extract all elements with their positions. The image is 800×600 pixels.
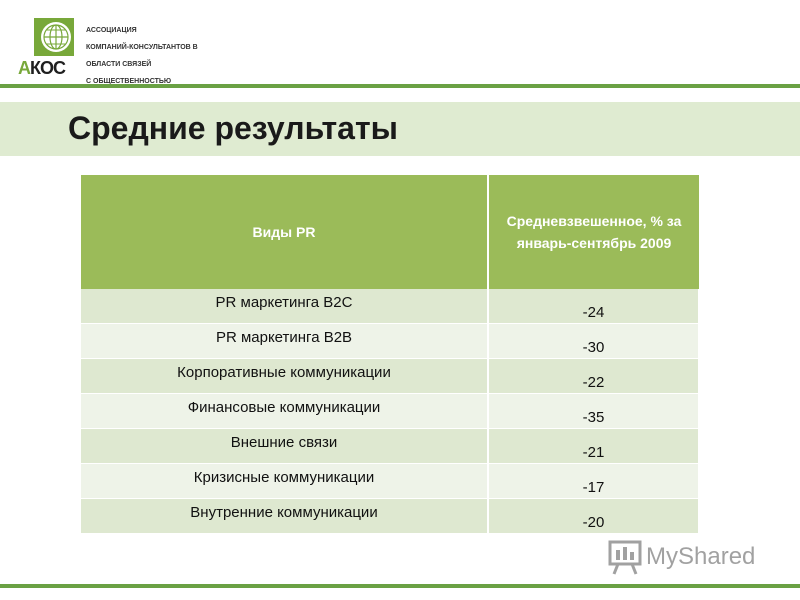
logo-line: С ОБЩЕСТВЕННОСТЬЮ (86, 77, 172, 85)
row-name: PR маркетинга B2B (81, 324, 488, 359)
globe-logo-icon (30, 16, 78, 58)
table-row (81, 499, 699, 534)
akos-logo (18, 10, 218, 85)
logo-line: АССОЦИАЦИЯ (86, 26, 137, 34)
row-value: -21 (488, 429, 699, 464)
logo-abbreviation (18, 58, 65, 79)
row-value: -24 (488, 289, 699, 324)
presentation-board-icon (610, 542, 640, 574)
row-name: Кризисные коммуникации (81, 464, 488, 499)
header-weighted-average: Средневзвешенное, % за январь-сентябрь 2009 (488, 175, 699, 289)
bottom-divider (0, 584, 800, 588)
logo-line: ОБЛАСТИ СВЯЗЕЙ (86, 60, 152, 68)
results-table (81, 175, 700, 534)
row-value: -35 (488, 394, 699, 429)
logo-abbr-rest: КОС (30, 58, 65, 78)
row-name: Корпоративные коммуникации (81, 359, 488, 394)
myshared-watermark (606, 536, 776, 576)
table-header-row (81, 175, 699, 289)
row-value: -22 (488, 359, 699, 394)
watermark-text: MyShared (646, 543, 756, 570)
row-name: Финансовые коммуникации (81, 394, 488, 429)
header-pr-types: Виды PR (81, 175, 488, 289)
table-row (81, 464, 699, 499)
table-row (81, 359, 699, 394)
table-row (81, 289, 699, 324)
row-name: Внутренние коммуникации (81, 499, 488, 534)
table-row (81, 324, 699, 359)
table-row (81, 429, 699, 464)
row-name: Внешние связи (81, 429, 488, 464)
row-name: PR маркетинга B2C (81, 289, 488, 324)
row-value: -20 (488, 499, 699, 534)
page-title: Средние результаты (68, 110, 398, 146)
logo-abbr-first: А (18, 58, 30, 78)
row-value: -30 (488, 324, 699, 359)
logo-line: КОМПАНИЙ-КОНСУЛЬТАНТОВ В (86, 43, 198, 51)
row-value: -17 (488, 464, 699, 499)
top-divider (0, 84, 800, 88)
table-row (81, 394, 699, 429)
